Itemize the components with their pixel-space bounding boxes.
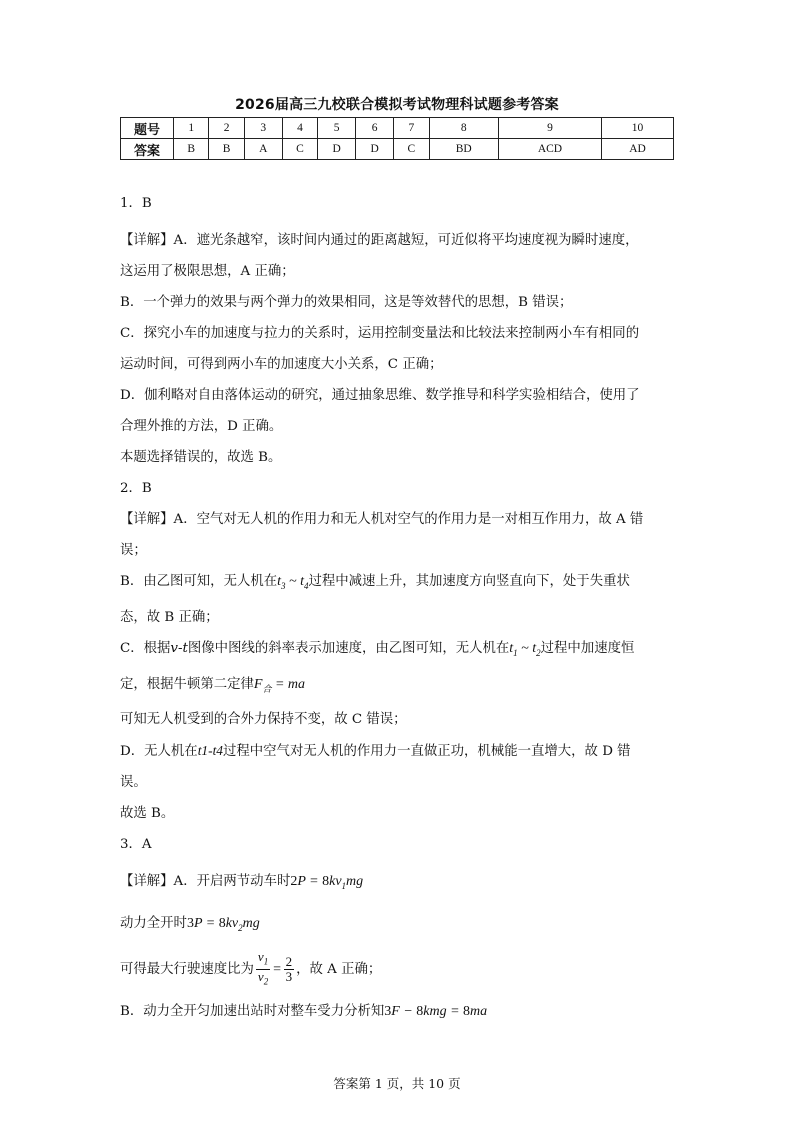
formula-two-cars: $2P = 8kv_1mg$	[290, 874, 364, 892]
q2-line-b: B．由乙图可知，无人机在$t_3$ ~ $t_4$过程中减速上升，其加速度方向竖直向下，处于失重状	[120, 574, 630, 591]
answer-table	[120, 117, 674, 160]
q1-line: 本题选择错误的，故选 B。	[120, 450, 282, 465]
answer-cell: D	[356, 139, 394, 160]
formula-t1-t2: $t_1$ ~ $t_2$	[509, 640, 541, 658]
q2-line-c2: 定，根据牛顿第二定律$F_合$ = ma	[120, 676, 306, 694]
q1-line: 运动时间，可得到两小车的加速度大小关系，C 正确；	[120, 357, 443, 372]
q2-line: 【详解】A．空气对无人机的作用力和无人机对空气的作用力是一对相互作用力，故 A 错	[120, 512, 644, 527]
q3-heading: 3．A	[120, 837, 152, 853]
answer-label: 答案	[121, 139, 174, 160]
question-number: 10	[602, 118, 674, 139]
q2-heading: 2．B	[120, 481, 152, 496]
answer-cell: A	[244, 139, 282, 160]
answer-cell: AD	[602, 139, 674, 160]
answer-cell: C	[394, 139, 429, 160]
q1-line: 合理外推的方法，D 正确。	[120, 419, 283, 434]
answer-cell: ACD	[498, 139, 601, 160]
q2-line: 态，故 B 正确；	[120, 609, 219, 625]
q1-heading: 1．B	[120, 196, 152, 211]
answer-cell: D	[318, 139, 356, 160]
question-number: 6	[356, 118, 394, 139]
formula-force-analysis: 3F − 8kmg = 8ma	[384, 1003, 488, 1019]
page-footer: 答案第 1 页，共 10 页	[333, 1076, 461, 1091]
q3-line-b: B．动力全开匀加速出站时对整车受力分析知3F − 8kmg = 8ma	[120, 1003, 488, 1019]
q3-line-full: 动力全开时$3P = 8kv_2mg$	[120, 916, 260, 933]
q1-line: D．伽利略对自由落体运动的研究，通过抽象思维、数学推导和科学实验相结合，使用了	[120, 388, 640, 403]
q1-line: B．一个弹力的效果与两个弹力的效果相同，这是等效替代的思想，B 错误；	[120, 295, 573, 310]
question-number: 9	[498, 118, 601, 139]
header-label: 题号	[121, 118, 174, 139]
page-title: 2026届高三九校联合模拟考试物理科试题参考答案	[235, 97, 559, 113]
formula-t3-t4: $t_3$ ~ $t_4$	[277, 574, 309, 591]
question-number: 7	[394, 118, 429, 139]
q2-line-d: D．无人机在t1-t4过程中空气对无人机的作用力一直做正功，机械能一直增大，故 D 错	[120, 743, 631, 760]
answer-table-answer-row	[121, 139, 674, 160]
answer-cell: BD	[429, 139, 498, 160]
formula-full-power: $3P = 8kv_2mg$	[186, 916, 260, 933]
answer-table-number-row	[121, 118, 674, 139]
q2-line: 误。	[120, 775, 147, 791]
q1-line: C．探究小车的加速度与拉力的关系时，运用控制变量法和比较法来控制两小车有相同的	[120, 326, 640, 341]
question-number: 2	[209, 118, 244, 139]
q2-conclusion: 故选 B。	[120, 806, 175, 822]
answer-cell: B	[209, 139, 244, 160]
q1-line: 【详解】A．遮光条越窄，该时间内通过的距离越短，可近似将平均速度视为瞬时速度，	[120, 233, 639, 248]
fraction-2-3: $\frac{2}{3}$	[285, 953, 293, 984]
formula-newton: $F_合$ = ma	[253, 676, 306, 694]
answer-cell: C	[282, 139, 317, 160]
q3-line-a: 【详解】A．开启两节动车时$2P = 8kv_1mg$	[120, 874, 364, 892]
answer-cell: B	[174, 139, 209, 160]
q3-ratio: 可得最大行驶速度比为 $\frac{v_1}{v_2}$ = $\frac{2}{3}$ ，故 A 正确；	[120, 949, 382, 987]
q2-line: 可知无人机受到的合外力保持不变，故 C 错误；	[120, 712, 407, 728]
q2-line: 误；	[120, 543, 147, 558]
fraction-v1-v2: $\frac{v_1}{v_2}$	[257, 949, 269, 987]
answer-explanations	[120, 188, 676, 1027]
q1-line: 这运用了极限思想，A 正确；	[120, 264, 295, 279]
q2-line-c: C．根据v-t图像中图线的斜率表示加速度，由乙图可知，无人机在$t_1$ ~ $t_2$过程中加速度恒	[120, 640, 635, 658]
question-number: 1	[174, 118, 209, 139]
question-number: 3	[244, 118, 282, 139]
question-number: 8	[429, 118, 498, 139]
question-number: 5	[318, 118, 356, 139]
question-number: 4	[282, 118, 317, 139]
